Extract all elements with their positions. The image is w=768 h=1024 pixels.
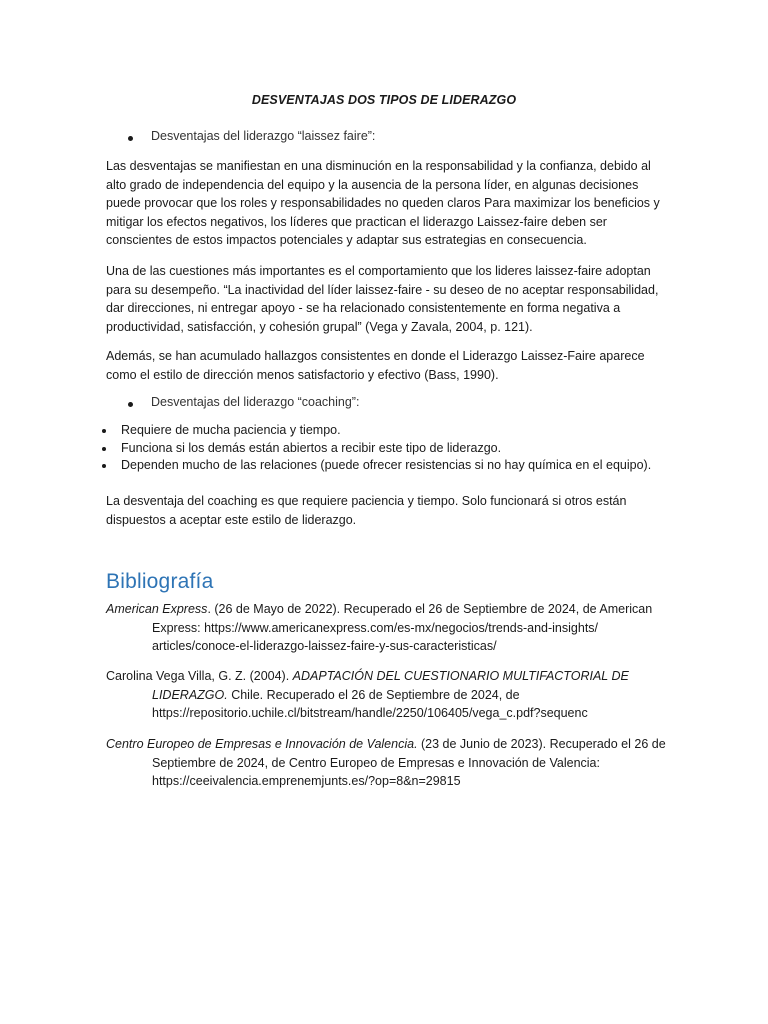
reference-text: . (26 de Mayo de 2022). Recuperado el 26 de Septiembre de 2024, de American bbox=[207, 602, 653, 616]
reference-entry bbox=[106, 735, 666, 791]
list-item: Dependen mucho de las relaciones (puede ofrecer resistencias si no hay química en el equipo). bbox=[102, 457, 651, 475]
reference-title: ADAPTACIÓN DEL CUESTIONARIO MULTIFACTORIAL DE bbox=[292, 669, 629, 683]
paragraph: La desventaja del coaching es que requiere paciencia y tiempo. Solo funcionará si otros están dispuestos a aceptar este estilo de liderazgo. bbox=[106, 494, 627, 527]
reference-line bbox=[106, 686, 666, 705]
reference-line bbox=[106, 600, 666, 619]
reference-line bbox=[106, 735, 666, 754]
bullet-icon bbox=[128, 136, 133, 141]
paragraph: Además, se han acumulado hallazgos consistentes en donde el Liderazgo Laissez-Faire aparece como el estilo de dirección menos satisfactorio y efectivo (Bass, 1990). bbox=[106, 349, 645, 382]
bullet-heading-label: Desventajas del liderazgo “laissez faire”: bbox=[151, 129, 376, 143]
reference-title: LIDERAZGO. bbox=[152, 687, 228, 702]
reference-author: Centro Europeo de Empresas e Innovación de Valencia. bbox=[106, 737, 418, 751]
reference-entry bbox=[106, 667, 666, 723]
reference-text: (23 de Junio de 2023). Recuperado el 26 de bbox=[417, 737, 666, 751]
reference-line: https://repositorio.uchile.cl/bitstream/handle/2250/106405/vega_c.pdf?sequenc bbox=[152, 706, 588, 720]
reference-author: American Express bbox=[106, 602, 208, 616]
bullet-heading-label: Desventajas del liderazgo “coaching”: bbox=[151, 395, 360, 409]
reference-line: Express: https://www.americanexpress.com/es-mx/negocios/trends-and-insights/ bbox=[152, 620, 599, 635]
reference-line bbox=[106, 667, 666, 686]
reference-line: articles/conoce-el-liderazgo-laissez-faire-y-sus-caracteristicas/ bbox=[152, 639, 497, 653]
reference-entry bbox=[106, 600, 666, 656]
paragraph: Una de las cuestiones más importantes es el comportamiento que los lideres laissez-faire adoptan para su desempeño. “La inactividad del líder laissez-faire - su deseo de no aceptar responsabilidad, dar direcciones, ni entregar apoyo - se ha relacionado consistentemente en forma negativa a productividad, satisfacción, y cohesión grupal” (Vega y Zavala, 2004, p. 121). bbox=[106, 264, 659, 334]
bullet-icon bbox=[128, 402, 133, 407]
reference-line: https://ceeivalencia.emprenemjunts.es/?op=8&n=29815 bbox=[152, 774, 461, 788]
document-title: DESVENTAJAS DOS TIPOS DE LIDERAZGO bbox=[251, 93, 517, 107]
reference-line: Septiembre de 2024, de Centro Europeo de Empresas e Innovación de Valencia: bbox=[152, 755, 600, 770]
paragraph: Las desventajas se manifiestan en una disminución en la responsabilidad y la confianza, debido al alto grado de independencia del equipo y la ausencia de la persona líder, en algunas decisiones puede provocar que los roles y responsabilidades no queden claros Para maximizar los beneficios y mitigar los efectos negativos, los líderes que practican el liderazgo Laissez-faire deben ser conscientes de estos impactos potenciales y adaptar sus estrategias en consecuencia. bbox=[106, 159, 660, 247]
reference-author: Carolina Vega Villa, G. Z. (2004). bbox=[106, 669, 293, 683]
bibliography-heading: Bibliografía bbox=[106, 570, 214, 593]
coaching-disadvantages-list bbox=[102, 422, 651, 475]
list-item: Requiere de mucha paciencia y tiempo. bbox=[102, 422, 651, 440]
list-item: Funciona si los demás están abiertos a recibir este tipo de liderazgo. bbox=[102, 440, 651, 458]
reference-text: Chile. Recuperado el 26 de Septiembre de 2024, de bbox=[227, 687, 520, 702]
